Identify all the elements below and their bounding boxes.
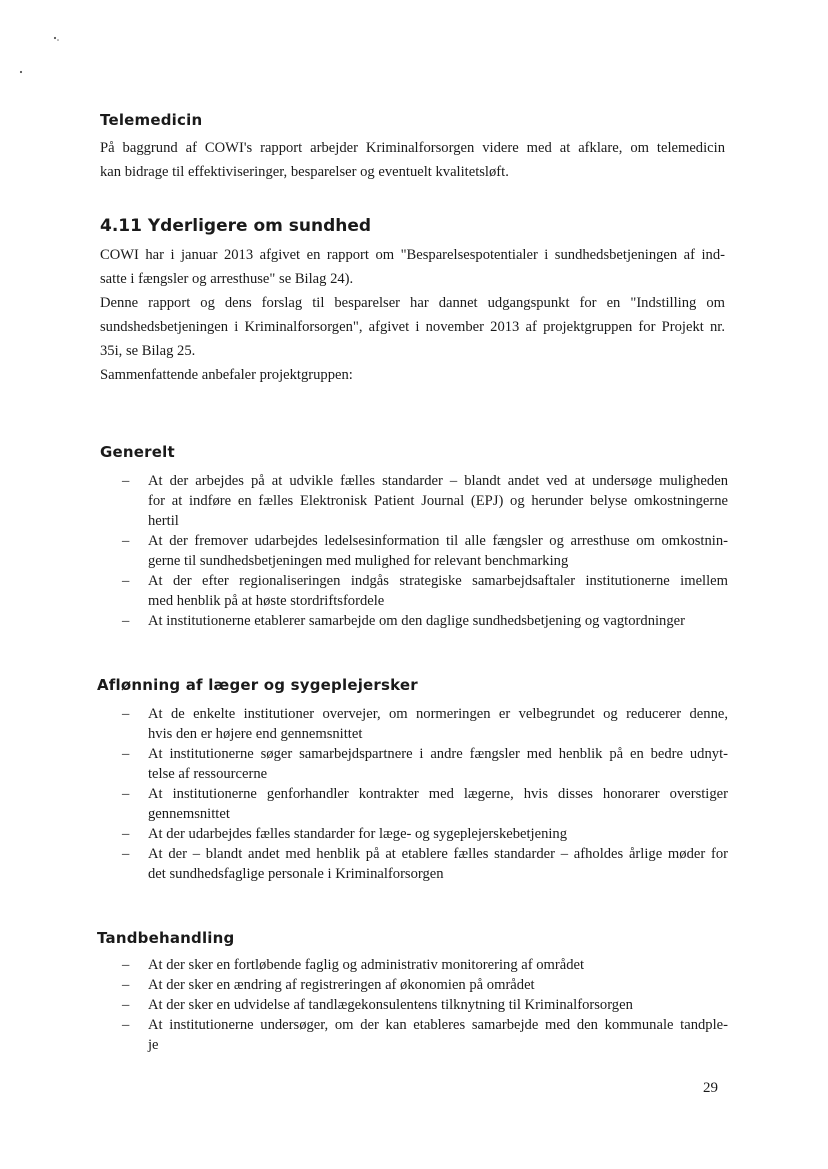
telemedicin-paragraph bbox=[100, 136, 725, 184]
text-line: At institutionerne genforhandler kontrakter med lægerne, hvis disses honorarer overstiger bbox=[148, 786, 728, 802]
list-item bbox=[122, 704, 728, 744]
text-line: hvis den er højere end gennemsnittet bbox=[148, 726, 363, 742]
generelt-list bbox=[122, 471, 728, 631]
section-heading: 4.11 Yderligere om sundhed bbox=[100, 216, 372, 236]
text-line: for at indføre en fælles Elektronisk Patient Journal (EPJ) og herunder belyse omkostningerne bbox=[148, 493, 728, 509]
list-item bbox=[122, 744, 728, 784]
text-line: At der sker en ændring af registreringen af økonomien på området bbox=[148, 977, 535, 993]
text-line: Denne rapport og dens forslag til besparelser har dannet udgangspunkt for en "Indstilling om bbox=[100, 295, 725, 311]
list-item bbox=[122, 995, 728, 1015]
text-line: At der – blandt andet med henblik på at etablere fælles standarder – afholdes årlige møder for bbox=[148, 846, 728, 862]
dash-bullet: – bbox=[122, 613, 130, 629]
list-item bbox=[122, 531, 728, 571]
text-line: 35i, se Bilag 25. bbox=[100, 343, 196, 359]
text-line: At institutionerne undersøger, om der kan etableres samarbejde med den kommunale tandple- bbox=[148, 1017, 728, 1033]
text-line: gerne til sundhedsbetjeningen med mulighed for relevant benchmarking bbox=[148, 553, 569, 569]
page-number: 29 bbox=[703, 1080, 718, 1096]
text-line: At de enkelte institutioner overvejer, om normeringen er velbegrundet og reducerer denne, bbox=[148, 706, 728, 722]
aflonning-heading: Aflønning af læger og sygeplejersker bbox=[97, 676, 418, 694]
text-line: At der sker en fortløbende faglig og administrativ monitorering af området bbox=[148, 957, 585, 973]
text-line: sundshedsbetjeningen i Kriminalforsorgen", afgivet i november 2013 af projektgruppen for Projekt nr. bbox=[100, 319, 725, 335]
dash-bullet: – bbox=[122, 786, 130, 802]
tandbehandling-heading: Tandbehandling bbox=[97, 929, 235, 947]
list-item bbox=[122, 784, 728, 824]
dash-bullet: – bbox=[122, 957, 130, 973]
text-line: At institutionerne søger samarbejdspartnere i andre fængsler med henblik på en bedre udnyt- bbox=[148, 746, 728, 762]
list-item bbox=[122, 824, 728, 844]
list-item bbox=[122, 955, 728, 975]
list-item bbox=[122, 571, 728, 611]
tandbehandling-list bbox=[122, 955, 728, 1055]
scan-specks bbox=[0, 0, 60, 80]
text-line: At der efter regionaliseringen indgås strategiske samarbejdsaftaler institutionerne imellem bbox=[148, 573, 728, 589]
text-line: je bbox=[148, 1037, 159, 1053]
dash-bullet: – bbox=[122, 746, 130, 762]
aflonning-list bbox=[122, 704, 728, 884]
list-item bbox=[122, 1015, 728, 1055]
text-line: satte i fængsler og arresthuse" se Bilag 24). bbox=[100, 271, 354, 287]
text-line: COWI har i januar 2013 afgivet en rapport om "Besparelsespotentialer i sundhedsbetjeningen af ind- bbox=[100, 247, 725, 263]
dash-bullet: – bbox=[122, 997, 130, 1013]
dash-bullet: – bbox=[122, 533, 130, 549]
dash-bullet: – bbox=[122, 977, 130, 993]
text-line: kan bidrage til effektiviseringer, besparelser og eventuelt kvalitetsløft. bbox=[100, 164, 509, 180]
dash-bullet: – bbox=[122, 826, 130, 842]
text-line: At der sker en udvidelse af tandlægekonsulentens tilknytning til Kriminalforsorgen bbox=[148, 997, 633, 1013]
text-line: hertil bbox=[148, 513, 179, 529]
dash-bullet: – bbox=[122, 706, 130, 722]
list-item bbox=[122, 975, 728, 995]
text-line: På baggrund af COWI's rapport arbejder Kriminalforsorgen videre med at afklare, om telemedicin bbox=[100, 140, 725, 156]
text-line: gennemsnittet bbox=[148, 806, 230, 822]
list-item bbox=[122, 844, 728, 884]
dash-bullet: – bbox=[122, 573, 130, 589]
dash-bullet: – bbox=[122, 1017, 130, 1033]
text-line: At der udarbejdes fælles standarder for læge- og sygeplejerskebetjening bbox=[148, 826, 568, 842]
list-item bbox=[122, 471, 728, 531]
text-line: At der arbejdes på at udvikle fælles standarder – blandt andet ved at undersøge muligheden bbox=[148, 473, 728, 489]
telemedicin-heading: Telemedicin bbox=[100, 111, 203, 129]
text-line: At institutionerne etablerer samarbejde om den daglige sundhedsbetjening og vagtordninger bbox=[148, 613, 685, 629]
text-line: At der fremover udarbejdes ledelsesinformation til alle fængsler og arresthuse om omkostnin- bbox=[148, 533, 728, 549]
text-line: med henblik på at høste stordriftsfordele bbox=[148, 593, 385, 609]
section-paragraph bbox=[100, 243, 725, 387]
text-line: telse af ressourcerne bbox=[148, 766, 268, 782]
text-line: det sundhedsfaglige personale i Kriminalforsorgen bbox=[148, 866, 444, 882]
generelt-heading: Generelt bbox=[100, 443, 175, 461]
dash-bullet: – bbox=[122, 473, 130, 489]
list-item bbox=[122, 611, 728, 631]
text-line: Sammenfattende anbefaler projektgruppen: bbox=[100, 367, 353, 383]
dash-bullet: – bbox=[122, 846, 130, 862]
